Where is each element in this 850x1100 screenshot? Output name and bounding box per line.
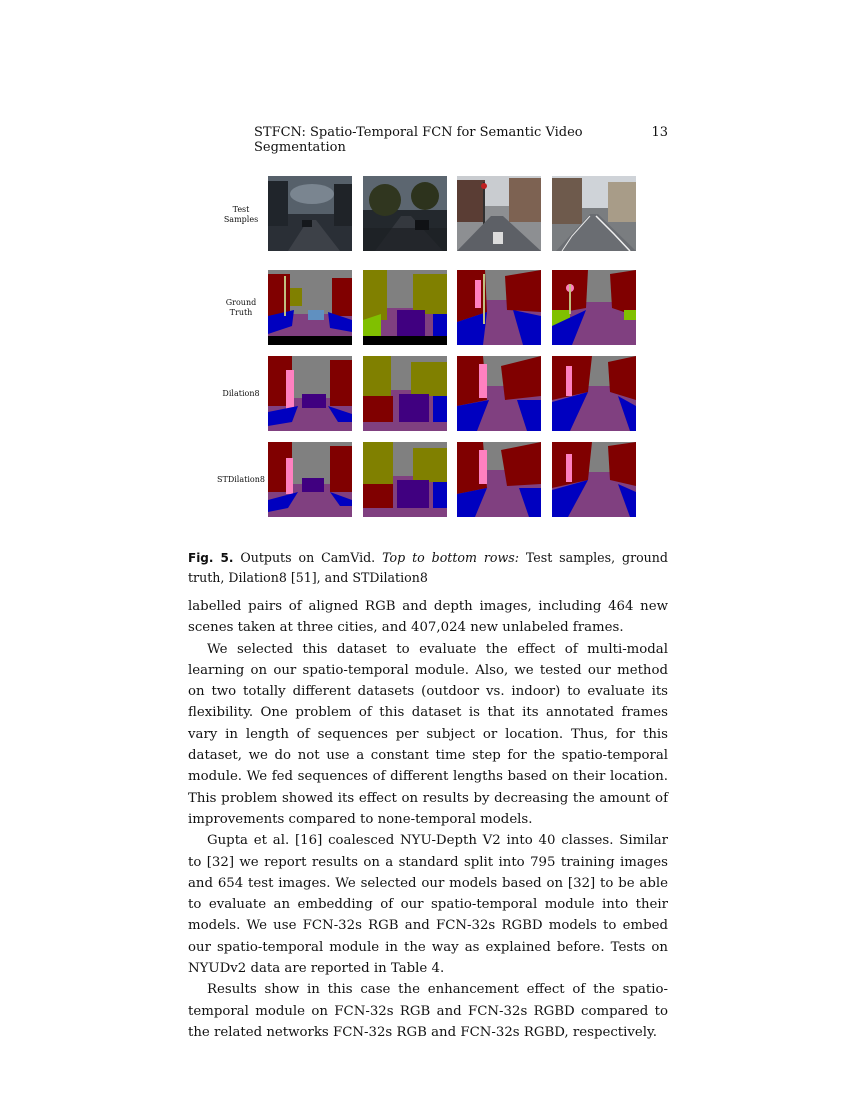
body-text bbox=[188, 596, 668, 1043]
stdilation8-output-4 bbox=[552, 442, 636, 517]
stdilation8-output-3 bbox=[457, 442, 541, 517]
dilation8-output-1 bbox=[268, 356, 352, 431]
running-header bbox=[188, 125, 668, 155]
row-label-line: Ground bbox=[225, 298, 257, 307]
ground-truth-1 bbox=[268, 270, 352, 345]
ground-truth-4 bbox=[552, 270, 636, 345]
figure-label: Fig. 5. bbox=[188, 551, 234, 565]
row-label-test-samples bbox=[208, 205, 274, 225]
dilation8-output-3 bbox=[457, 356, 541, 431]
dilation8-output-4 bbox=[552, 356, 636, 431]
ground-truth-2 bbox=[363, 270, 447, 345]
row-label-stdilation8: STDilation8 bbox=[217, 475, 265, 484]
dilation8-output-2 bbox=[363, 356, 447, 431]
stdilation8-output-2 bbox=[363, 442, 447, 517]
caption-text-1: Outputs on CamVid. bbox=[240, 550, 376, 565]
test-sample-3 bbox=[457, 176, 541, 251]
row-label-line: Samples bbox=[223, 215, 259, 224]
test-sample-1 bbox=[268, 176, 352, 251]
row-label-line: Test bbox=[232, 205, 250, 214]
caption-italic: Top to bottom rows: bbox=[382, 550, 519, 565]
page-number: 13 bbox=[651, 125, 668, 140]
paragraph: Results show in this case the enhancement effect of the spatio-temporal module on FCN-32s RGB and FCN-32s RGBD compared to the related networks FCN-32s RGB and FCN-32s RGBD, respectively. bbox=[188, 982, 668, 1040]
paragraph: Gupta et al. [16] coalesced NYU-Depth V2 into 40 classes. Similar to [32] we report results on a standard split into 795 training images and 654 test images. We selected our models based on [32] to be able to evaluate an embedding of our spatio-temporal module into their models. We use FCN-32s RGB and FCN-32s RGBD models to embed our spatio-temporal module in the way as explained before. Tests on NYUDv2 data are reported in Table 4. bbox=[188, 833, 668, 977]
figure-caption bbox=[188, 548, 668, 587]
paragraph: labelled pairs of aligned RGB and depth images, including 464 new scenes taken at three cities, and 407,024 new unlabeled frames. bbox=[188, 599, 668, 636]
test-sample-2 bbox=[363, 176, 447, 251]
running-title: STFCN: Spatio-Temporal FCN for Semantic Video Segmentation bbox=[254, 125, 583, 155]
row-label-dilation8: Dilation8 bbox=[222, 389, 260, 398]
row-label-ground-truth bbox=[208, 298, 274, 318]
caption-text-2: Test samples, ground truth, Dilation8 [51], and STDilation8 bbox=[188, 550, 668, 585]
stdilation8-output-1 bbox=[268, 442, 352, 517]
test-sample-4 bbox=[552, 176, 636, 251]
paragraph: We selected this dataset to evaluate the effect of multi-modal learning on our spatio-temporal module. Also, we tested our method on two totally different datasets (outdoor vs. indoor) to evaluate its flexibility. One problem of this dataset is that its annotated frames vary in length of sequences per subject or location. Thus, for this dataset, we do not use a constant time step for the spatio-temporal module. We fed sequences of different lengths based on their location. This problem showed its effect on results by decreasing the amount of improvements compared to none-temporal models. bbox=[188, 641, 668, 827]
ground-truth-3 bbox=[457, 270, 541, 345]
row-label-line: Truth bbox=[229, 308, 253, 317]
